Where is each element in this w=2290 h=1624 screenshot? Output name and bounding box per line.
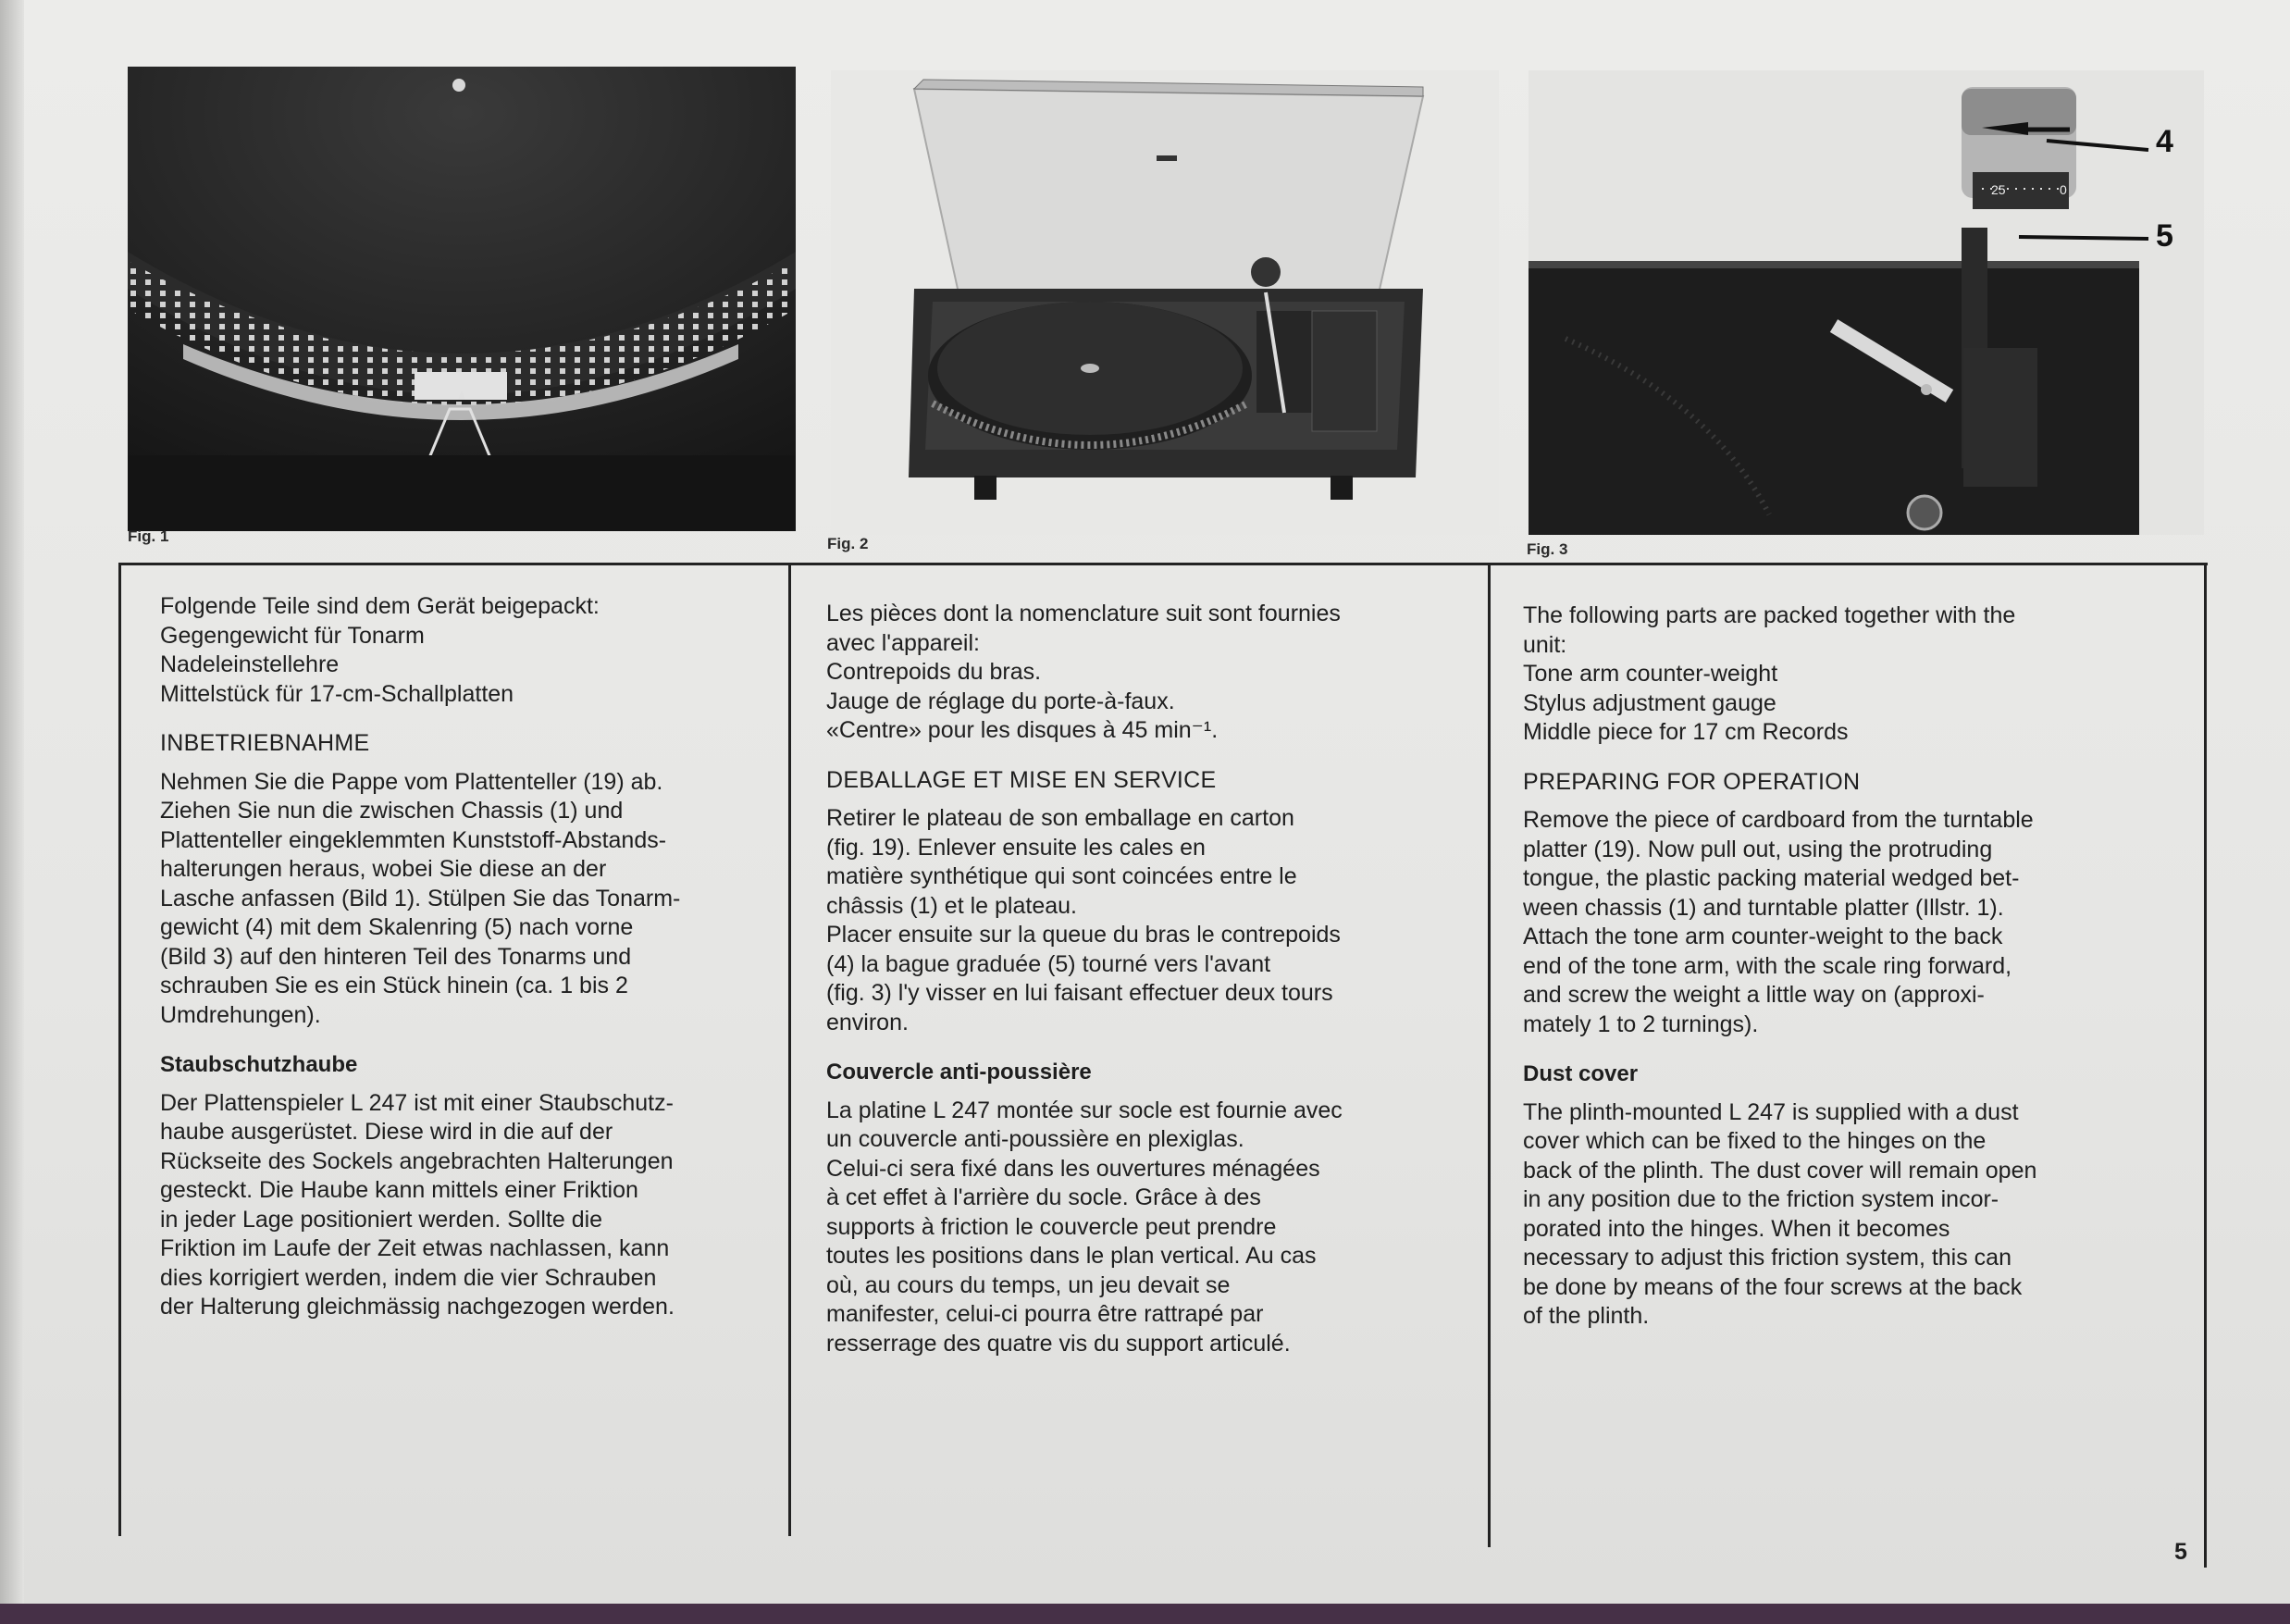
top-rule [120,563,2208,565]
left-rule [118,563,121,1536]
page-number: 5 [2174,1539,2187,1565]
french-body-setup: Retirer le plateau de son emballage en carton (fig. 19). Enlever ensuite les cales en matière synthétique qui sont coincées entre le châssis (1) et le plateau. Placer ensuite sur la queue du bras le contrepoids (4) la bague graduée (5) tourné vers l'avant (fig. 3) l'y visser en lui faisant effectuer deux tours environ. [826,805,1341,1035]
english-body-setup: Remove the piece of cardboard from the turntable platter (19). Now pull out, using the protruding tongue, the plastic packing material wedged bet- ween chassis (1) and turntable platter (Illstr. 1). Attach the tone arm counter-weight to the back end of the tone arm, with the scale ring forward, and screw the weight a little way on (approxi- mately 1 to 2 turnings). [1523,807,2034,1037]
svg-text:0: 0 [2060,182,2067,197]
english-heading-dustcover: Dust cover [1523,1061,1639,1086]
callout-5: 5 [2156,218,2173,254]
french-intro: Les pièces dont la nomenclature suit sont fournies avec l'appareil: Contrepoids du bras. Jauge de réglage du porte-à-faux. «Centre» pour les disques à 45 min⁻¹. [826,601,1341,743]
column-english [1523,601,2198,1332]
figure-2-photo [831,70,1499,535]
turntable-dust-cover-image [831,70,1499,535]
figure-2-label: Fig. 2 [827,535,869,552]
figure-3-photo [1529,70,2204,535]
german-intro: Folgende Teile sind dem Gerät beigepackt: Gegengewicht für Tonarm Nadeleinstellehre Mittelstück für 17-cm-Schallplatten [160,593,600,707]
counterweight-closeup-image [1529,70,2204,535]
french-body-dustcover: La platine L 247 montée sur socle est fournie avec un couvercle anti-poussière en plexiglas. Celui-ci sera fixé dans les ouvertures ménagées à cet effet à l'arrière du socle. Grâce à des supports à friction le couvercle peut prendre toutes les positions dans le plan vertical. Au cas où, au cours du temps, un jeu devait se manifester, celui-ci pourra être rattrapé par resserrage des quatre vis du support articulé. [826,1097,1343,1357]
figure-3-label: Fig. 3 [1527,540,1568,558]
strobe-platter-image [128,67,796,531]
figure-1-label: Fig. 1 [128,527,169,545]
callout-4: 4 [2156,124,2173,159]
figure-1-photo [128,67,796,531]
german-heading-dustcover: Staubschutzhaube [160,1052,358,1077]
german-body-dustcover: Der Plattenspieler L 247 ist mit einer Staubschutz- haube ausgerüstet. Diese wird in die auf der Rückseite des Sockels angebrachten Halterungen gesteckt. Die Haube kann mittels einer Friktion in jeder Lage positioniert werden. Sollte die Friktion im Laufe der Zeit etwas nachlassen, kann dies korrigiert werden, indem die vier Schrauben der Halterung gleichmässig nachgezogen werden. [160,1089,675,1320]
background-surface [0,1604,2290,1624]
french-heading-dustcover: Couvercle anti-poussière [826,1060,1092,1085]
column-german [160,592,771,1322]
english-heading-setup: PREPARING FOR OPERATION [1523,768,1861,795]
german-body-setup: Nehmen Sie die Pappe vom Plattenteller (19) ab. Ziehen Sie nun die zwischen Chassis (1) und Plattenteller eingeklemmten Kunststoff-Abstands- halterungen heraus, wobei Sie diese an der Lasche anfassen (Bild 1). Stülpen Sie das Tonarm- gewicht (4) mit dem Skalenring (5) nach vorne (Bild 3) auf den hinteren Teil des Tonarms und schrauben Sie es ein Stück hinein (ca. 1 bis 2 Umdrehungen). [160,768,681,1028]
page-fold-shadow [0,0,24,1605]
divider-2 [1488,563,1491,1547]
column-french [826,600,1474,1358]
divider-1 [788,563,791,1536]
right-rule [2204,563,2207,1568]
french-heading-setup: DEBALLAGE ET MISE EN SERVICE [826,766,1217,793]
english-body-dustcover: The plinth-mounted L 247 is supplied with a dust cover which can be fixed to the hinges on the back of the plinth. The dust cover will remain open in any position due to the friction system incor- porated into the hinges. When it becomes necessary to adjust this friction system, this can be done by means of the four screws at the back of the plinth. [1523,1098,2037,1329]
dial-mark: 25 [1991,182,2006,197]
english-intro: The following parts are packed together with the unit: Tone arm counter-weight Stylus adjustment gauge Middle piece for 17 cm Records [1523,602,2016,745]
german-heading-setup: INBETRIEBNAHME [160,730,370,756]
